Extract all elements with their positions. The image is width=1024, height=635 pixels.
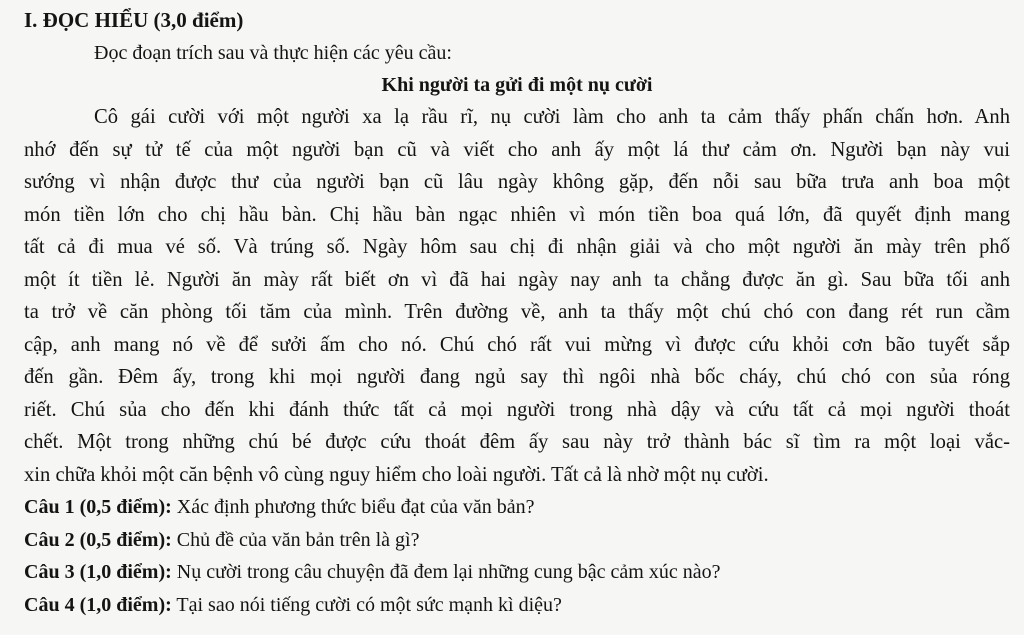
passage-line: cập, anh mang nó về để sưởi ấm cho nó. Chú chó rất vui mừng vì được cứu khỏi cơn bão tuyết sắp — [24, 333, 1010, 356]
question-text: Tại sao nói tiếng cười có một sức mạnh kì diệu? — [171, 593, 562, 616]
passage — [24, 101, 1010, 491]
question-1 — [24, 491, 1010, 524]
question-4 — [24, 589, 1010, 622]
passage-line: món tiền lớn cho chị hầu bàn. Chị hầu bàn ngạc nhiên vì món tiền boa quá lớn, đã quyết định mang — [24, 203, 1010, 226]
instruction-text: Đọc đoạn trích sau và thực hiện các yêu cầu: — [94, 42, 452, 64]
question-list — [24, 491, 1010, 621]
question-text: Nụ cười trong câu chuyện đã đem lại những cung bậc cảm xúc nào? — [171, 561, 721, 583]
passage-line: riết. Chú sủa cho đến khi đánh thức tất cả mọi người trong nhà dậy và cứu tất cả mọi người thoát — [24, 398, 1010, 421]
passage-line: Cô gái cười với một người xa lạ rầu rĩ, nụ cười làm cho anh ta cảm thấy phấn chấn hơn. Anh — [94, 106, 1010, 128]
question-2 — [24, 524, 1010, 557]
story-title: Khi người ta gửi đi một nụ cười — [381, 74, 653, 96]
passage-line: tất cả đi mua vé số. Và trúng số. Ngày hôm sau chị đi nhận giải và cho một người ăn mày trên phố — [24, 236, 1010, 258]
question-label: Câu 2 (0,5 điểm): — [24, 528, 172, 551]
question-label: Câu 3 (1,0 điểm): — [24, 561, 172, 583]
question-label: Câu 4 (1,0 điểm): — [24, 593, 172, 616]
passage-line: xin chữa khỏi một căn bệnh vô cùng nguy hiểm cho loài người. Tất cả là nhờ một nụ cười. — [24, 463, 769, 486]
passage-line: sướng vì nhận được thư của người bạn cũ lâu ngày không gặp, đến nỗi sau bữa trưa anh boa một — [24, 171, 1010, 193]
passage-line: nhớ đến sự tử tế của một người bạn cũ và viết cho anh ấy một lá thư cảm ơn. Người bạn này vui — [24, 138, 1010, 161]
section-heading: I. ĐỌC HIỂU (3,0 điểm) — [24, 8, 244, 32]
question-text: Chủ đề của văn bản trên là gì? — [171, 528, 420, 551]
question-label: Câu 1 (0,5 điểm): — [24, 496, 172, 518]
passage-line: chết. Một trong những chú bé được cứu thoát đêm ấy sau này trở thành bác sĩ tìm ra một loại vắc- — [24, 431, 1010, 453]
question-3 — [24, 556, 1010, 589]
passage-line: ta trở về căn phòng tối tăm của mình. Trên đường về, anh ta thấy một chú chó con đang rét run cầm — [24, 301, 1010, 323]
question-text: Xác định phương thức biểu đạt của văn bản? — [171, 496, 535, 518]
passage-line: đến gần. Đêm ấy, trong khi mọi người đang ngủ say thì ngôi nhà bốc cháy, chú chó con sủa róng — [24, 366, 1010, 388]
passage-line: một ít tiền lẻ. Người ăn mày rất biết ơn vì đã hai ngày nay anh ta chẳng được ăn gì. Sau bữa tối anh — [24, 268, 1010, 291]
